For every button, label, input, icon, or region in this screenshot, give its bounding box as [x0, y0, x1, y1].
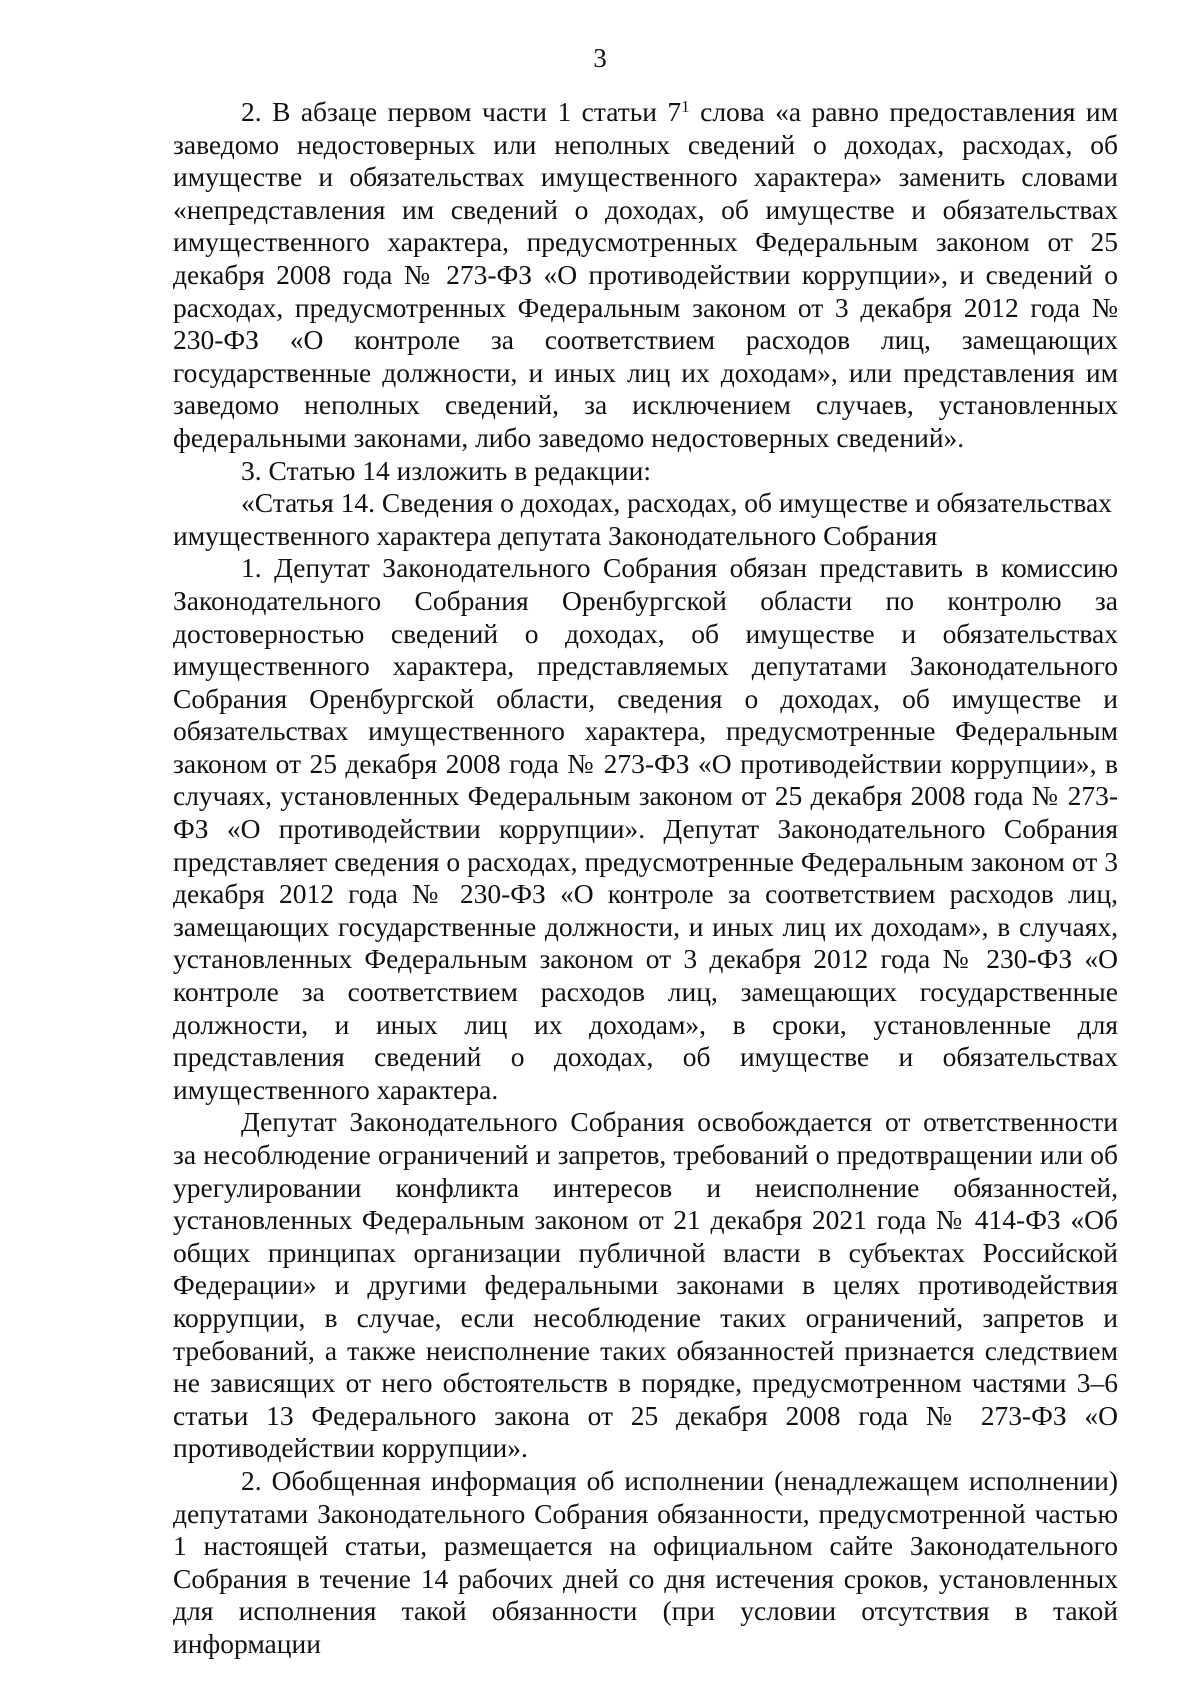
paragraph-text: слова «а равно предоставления им заведомо недостоверных или неполных сведений о доходах, расходах, об имуществе и обязательствах имущественного характера» заменить словами «непредставления им сведений о доходах, об имуществе и обязательствах имущественного характера, предусмотренных Федеральным законом от 25 декабря 2008 года № 273-ФЗ «О противодействии коррупции», и сведений о расходах, предусмотренных Федеральным законом от 3 декабря 2012 года № 230-ФЗ «О контроле за соответствием расходов лиц, замещающих государственные должности, и иных лиц их доходам», или представления им заведомо неполных сведений, за исключением случаев, установленных федеральными законами, либо заведомо недостоверных сведений». [173, 96, 1119, 453]
document-body [173, 96, 1118, 1661]
paragraph-amendment-2 [173, 96, 1118, 455]
page-number: 3 [593, 43, 607, 73]
article-14-part-2: 2. Обобщенная информация об исполнении (ненадлежащем исполнении) депутатами Законодательного Собрания обязанности, предусмотренной частью 1 настоящей статьи, размещается на официальном сайте Законодательного Собрания в течение 14 рабочих дней со дня истечения сроков, установленных для исполнения такой обязанности (при условии отсутствия в такой информации [173, 1464, 1118, 1659]
paragraph-text: 2. В абзаце первом части 1 статьи 7 [241, 96, 682, 127]
article-14-heading: «Статья 14. Сведения о доходах, расходах, об имуществе и обязательствах имущественного характера депутата Законодательного Собрания [173, 487, 1112, 551]
article-14-part-1: 1. Депутат Законодательного Собрания обязан представить в комиссию Законодательного Собрания Оренбургской области по контролю за достоверностью сведений о доходах, об имуществе и обязательствах имущественного характера, представляемых депутатами Законодательного Собрания Оренбургской области, сведения о доходах, об имуществе и обязательствах имущественного характера, предусмотренные Федеральным законом от 25 декабря 2008 года № 273-ФЗ «О противодействии коррупции», в случаях, установленных Федеральным законом от 25 декабря 2008 года № 273-ФЗ «О противодействии коррупции». Депутат Законодательного Собрания представляет сведения о расходах, предусмотренные Федеральным законом от 3 декабря 2012 года № 230-ФЗ «О контроле за соответствием расходов лиц, замещающих государственные должности, и иных лиц их доходам», в случаях, установленных Федеральным законом от 3 декабря 2012 года № 230-ФЗ «О контроле за соответствием расходов лиц, замещающих государственные должности, и иных лиц их доходам», в сроки, установленные для представления сведений о доходах, об имуществе и обязательствах имущественного характера. [173, 552, 1118, 1105]
article-14-part-1-exemption: Депутат Законодательного Собрания освобождается от ответственности за несоблюдение ограничений и запретов, требований о предотвращении или об урегулировании конфликта интересов и неисполнение обязанностей, установленных Федеральным законом от 21 декабря 2021 года № 414-ФЗ «Об общих принципах организации публичной власти в субъектах Российской Федерации» и другими федеральными законами в целях противодействия коррупции, в случае, если несоблюдение таких ограничений, запретов и требований, а также неисполнение таких обязанностей признается следствием не зависящих от него обстоятельств в порядке, предусмотренном частями 3–6 статьи 13 Федерального закона от 25 декабря 2008 года № 273-ФЗ «О противодействии коррупции». [173, 1106, 1118, 1464]
superscript: 1 [681, 97, 690, 116]
paragraph-amendment-3: 3. Статью 14 изложить в редакции: [241, 454, 652, 486]
